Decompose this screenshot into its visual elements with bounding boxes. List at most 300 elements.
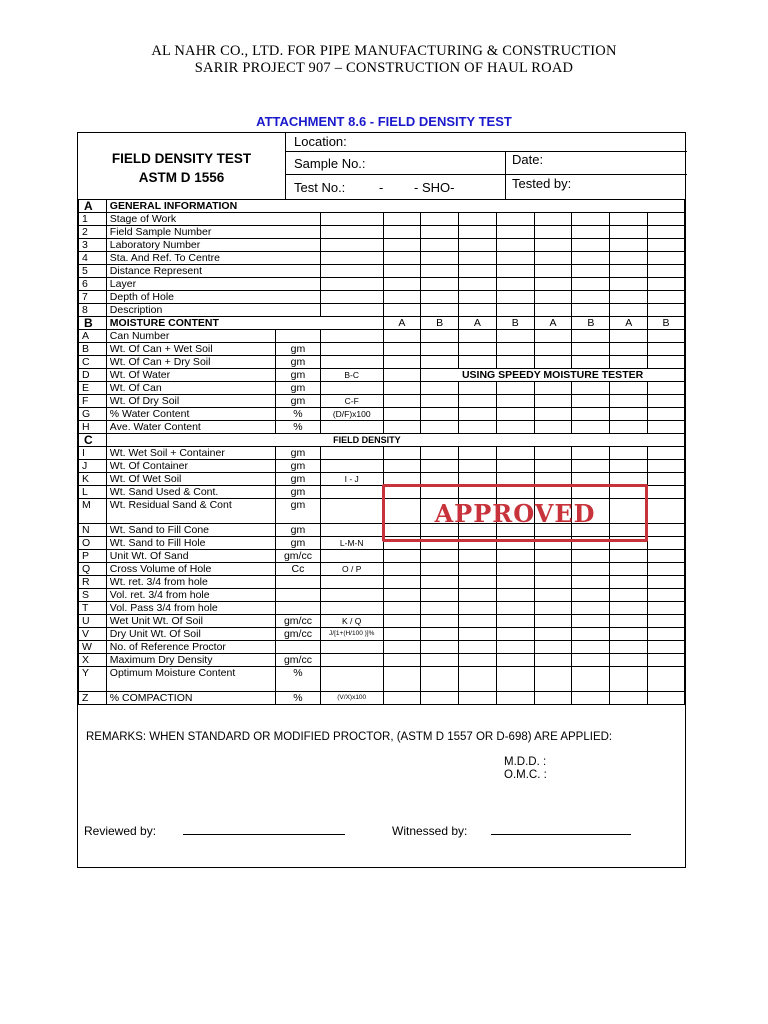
table-row	[79, 330, 685, 343]
value-cell[interactable]	[610, 252, 648, 265]
value-cell[interactable]	[572, 692, 610, 705]
value-cell[interactable]	[383, 382, 421, 395]
value-cell[interactable]	[458, 654, 496, 667]
value-cell[interactable]	[572, 641, 610, 654]
value-cell[interactable]	[610, 641, 648, 654]
value-cell[interactable]	[534, 239, 572, 252]
value-cell[interactable]	[648, 330, 685, 343]
value-cell[interactable]	[458, 265, 496, 278]
value-cell[interactable]	[572, 278, 610, 291]
value-cell[interactable]	[610, 213, 648, 226]
row-formula	[320, 602, 383, 615]
value-cell[interactable]	[648, 395, 685, 408]
value-cell[interactable]	[458, 615, 496, 628]
value-cell[interactable]	[572, 628, 610, 641]
value-cell[interactable]	[496, 576, 534, 589]
value-cell[interactable]	[534, 447, 572, 460]
value-cell[interactable]	[496, 252, 534, 265]
table-row	[79, 692, 685, 705]
value-cell[interactable]	[421, 278, 459, 291]
row-unit: gm	[276, 382, 321, 395]
value-cell[interactable]	[534, 278, 572, 291]
value-cell[interactable]	[648, 641, 685, 654]
value-cell[interactable]	[383, 641, 421, 654]
value-cell[interactable]	[610, 460, 648, 473]
row-id: 2	[79, 226, 107, 239]
value-cell[interactable]	[458, 304, 496, 317]
value-cell[interactable]	[572, 291, 610, 304]
row-unit: gm	[276, 447, 321, 460]
row-formula	[320, 641, 383, 654]
value-cell[interactable]	[383, 628, 421, 641]
value-cell[interactable]	[534, 304, 572, 317]
sample-no-label: Sample No.:	[294, 156, 366, 171]
value-cell[interactable]	[610, 667, 648, 692]
value-cell[interactable]	[421, 654, 459, 667]
value-cell[interactable]	[534, 265, 572, 278]
value-cell[interactable]	[648, 356, 685, 369]
value-cell[interactable]	[421, 641, 459, 654]
value-cell[interactable]	[572, 667, 610, 692]
row-label: Optimum Moisture Content	[106, 667, 275, 692]
value-cell[interactable]	[458, 226, 496, 239]
value-cell[interactable]	[383, 395, 421, 408]
value-cell[interactable]	[383, 265, 421, 278]
value-cell[interactable]	[534, 563, 572, 576]
value-cell[interactable]	[383, 692, 421, 705]
value-cell[interactable]	[496, 356, 534, 369]
value-cell[interactable]	[458, 252, 496, 265]
value-cell[interactable]	[458, 395, 496, 408]
row-unit: Cc	[276, 563, 321, 576]
row-id: F	[79, 395, 107, 408]
table-row	[79, 252, 685, 265]
value-cell[interactable]	[610, 304, 648, 317]
value-cell[interactable]	[610, 576, 648, 589]
value-cell[interactable]	[320, 304, 383, 317]
row-id: A	[79, 330, 107, 343]
value-cell[interactable]	[648, 343, 685, 356]
value-cell[interactable]	[496, 421, 534, 434]
row-id: 5	[79, 265, 107, 278]
value-cell[interactable]	[458, 563, 496, 576]
value-cell[interactable]	[610, 550, 648, 563]
value-cell[interactable]	[648, 408, 685, 421]
value-cell[interactable]	[572, 408, 610, 421]
value-cell[interactable]	[610, 563, 648, 576]
value-cell[interactable]	[496, 615, 534, 628]
row-label: Wt. Of Can	[106, 382, 275, 395]
value-cell[interactable]	[496, 226, 534, 239]
value-cell[interactable]	[648, 563, 685, 576]
value-cell[interactable]	[421, 291, 459, 304]
row-unit: %	[276, 667, 321, 692]
value-cell[interactable]	[421, 382, 459, 395]
value-cell[interactable]	[383, 343, 421, 356]
value-cell[interactable]	[534, 550, 572, 563]
value-cell[interactable]	[610, 265, 648, 278]
value-cell[interactable]	[610, 692, 648, 705]
value-cell[interactable]	[421, 460, 459, 473]
value-cell[interactable]	[572, 239, 610, 252]
location-label: Location:	[294, 134, 347, 149]
value-cell[interactable]	[534, 615, 572, 628]
value-cell[interactable]	[421, 628, 459, 641]
value-cell[interactable]	[648, 239, 685, 252]
value-cell[interactable]	[383, 356, 421, 369]
value-cell[interactable]	[648, 654, 685, 667]
table-row	[79, 291, 685, 304]
section-letter: B	[79, 317, 107, 330]
value-cell[interactable]	[421, 408, 459, 421]
value-cell[interactable]	[496, 602, 534, 615]
value-cell[interactable]	[421, 421, 459, 434]
value-cell[interactable]	[648, 589, 685, 602]
value-cell[interactable]	[496, 408, 534, 421]
value-cell[interactable]	[648, 692, 685, 705]
value-cell[interactable]	[383, 330, 421, 343]
approved-stamp	[382, 484, 648, 542]
value-cell[interactable]	[572, 589, 610, 602]
value-cell[interactable]	[610, 408, 648, 421]
value-cell[interactable]	[648, 265, 685, 278]
value-cell[interactable]	[496, 460, 534, 473]
value-cell[interactable]	[496, 382, 534, 395]
value-cell[interactable]	[458, 602, 496, 615]
row-label: Cross Volume of Hole	[106, 563, 275, 576]
value-cell[interactable]	[383, 550, 421, 563]
value-cell[interactable]	[458, 641, 496, 654]
value-cell[interactable]	[496, 589, 534, 602]
test-no-label: Test No.:	[294, 180, 346, 195]
value-cell[interactable]	[648, 382, 685, 395]
value-cell[interactable]	[320, 239, 383, 252]
value-cell[interactable]	[572, 226, 610, 239]
value-cell[interactable]	[383, 278, 421, 291]
value-cell[interactable]	[534, 641, 572, 654]
value-cell[interactable]	[383, 667, 421, 692]
value-cell[interactable]	[383, 576, 421, 589]
table-row	[79, 460, 685, 473]
value-cell[interactable]	[383, 304, 421, 317]
value-cell[interactable]	[458, 589, 496, 602]
value-cell[interactable]	[458, 692, 496, 705]
value-cell[interactable]	[421, 343, 459, 356]
value-cell[interactable]	[458, 330, 496, 343]
value-cell[interactable]	[648, 486, 685, 499]
value-cell[interactable]	[421, 304, 459, 317]
value-cell[interactable]	[421, 252, 459, 265]
row-label: Field Sample Number	[106, 226, 320, 239]
value-cell[interactable]	[383, 654, 421, 667]
value-cell[interactable]	[383, 602, 421, 615]
value-cell[interactable]	[421, 563, 459, 576]
value-cell[interactable]	[534, 226, 572, 239]
value-cell[interactable]	[610, 447, 648, 460]
value-cell[interactable]	[610, 382, 648, 395]
value-cell[interactable]	[648, 278, 685, 291]
value-cell[interactable]	[320, 252, 383, 265]
value-cell[interactable]	[458, 667, 496, 692]
value-cell[interactable]	[648, 537, 685, 550]
value-cell[interactable]	[610, 226, 648, 239]
spacer-row	[79, 705, 685, 707]
value-cell[interactable]	[496, 641, 534, 654]
value-cell[interactable]	[610, 239, 648, 252]
row-formula	[320, 499, 383, 524]
value-cell[interactable]	[648, 460, 685, 473]
value-cell[interactable]	[421, 226, 459, 239]
value-cell[interactable]	[421, 602, 459, 615]
value-cell[interactable]	[421, 447, 459, 460]
value-cell[interactable]	[496, 213, 534, 226]
value-cell[interactable]	[572, 615, 610, 628]
row-label: Vol. ret. 3/4 from hole	[106, 589, 275, 602]
value-cell[interactable]	[572, 382, 610, 395]
value-cell[interactable]	[610, 395, 648, 408]
value-cell[interactable]	[648, 447, 685, 460]
value-cell[interactable]	[383, 252, 421, 265]
value-cell[interactable]	[421, 395, 459, 408]
value-cell[interactable]	[610, 421, 648, 434]
value-cell[interactable]	[534, 291, 572, 304]
value-cell[interactable]	[648, 421, 685, 434]
value-cell[interactable]	[320, 213, 383, 226]
row-id: N	[79, 524, 107, 537]
value-cell[interactable]	[648, 602, 685, 615]
value-cell[interactable]	[534, 330, 572, 343]
section-b-header	[79, 317, 685, 330]
value-cell[interactable]	[421, 239, 459, 252]
value-cell[interactable]	[572, 421, 610, 434]
row-unit: gm/cc	[276, 654, 321, 667]
value-cell[interactable]	[648, 576, 685, 589]
value-cell[interactable]	[458, 421, 496, 434]
value-cell[interactable]	[421, 667, 459, 692]
value-cell[interactable]	[496, 304, 534, 317]
value-cell[interactable]	[458, 213, 496, 226]
row-unit: gm	[276, 499, 321, 524]
test-data-table	[78, 199, 685, 706]
value-cell[interactable]	[383, 563, 421, 576]
row-id: K	[79, 473, 107, 486]
value-cell[interactable]	[572, 265, 610, 278]
row-label: % COMPACTION	[106, 692, 275, 705]
value-cell[interactable]	[383, 421, 421, 434]
value-cell[interactable]	[534, 654, 572, 667]
row-unit	[276, 641, 321, 654]
value-cell[interactable]	[534, 213, 572, 226]
value-cell[interactable]	[496, 550, 534, 563]
value-cell[interactable]	[458, 408, 496, 421]
value-cell[interactable]	[496, 239, 534, 252]
value-cell[interactable]	[572, 330, 610, 343]
value-cell[interactable]	[496, 395, 534, 408]
row-label: Layer	[106, 278, 320, 291]
value-cell[interactable]	[572, 252, 610, 265]
value-cell[interactable]	[534, 356, 572, 369]
value-cell[interactable]	[610, 654, 648, 667]
value-cell[interactable]	[572, 576, 610, 589]
value-cell[interactable]	[610, 615, 648, 628]
value-cell[interactable]	[421, 576, 459, 589]
value-cell[interactable]	[572, 343, 610, 356]
value-cell[interactable]	[458, 382, 496, 395]
value-cell[interactable]	[648, 213, 685, 226]
value-cell[interactable]	[383, 369, 421, 382]
reviewed-by	[84, 824, 345, 838]
attachment-title: ATTACHMENT 8.6 - FIELD DENSITY TEST	[256, 114, 512, 129]
reviewed-by-line[interactable]	[183, 833, 345, 835]
row-label: Sta. And Ref. To Centre	[106, 252, 320, 265]
value-cell[interactable]	[534, 692, 572, 705]
row-unit: gm	[276, 486, 321, 499]
omc-label: O.M.C. :	[504, 769, 547, 781]
value-cell[interactable]	[496, 692, 534, 705]
value-cell[interactable]	[572, 460, 610, 473]
row-id: P	[79, 550, 107, 563]
value-cell[interactable]	[458, 460, 496, 473]
value-cell[interactable]	[421, 692, 459, 705]
value-cell[interactable]	[383, 615, 421, 628]
row-formula: K / Q	[320, 615, 383, 628]
table-row	[79, 667, 685, 692]
value-cell[interactable]	[572, 447, 610, 460]
row-label: Wt. Sand to Fill Cone	[106, 524, 275, 537]
value-cell[interactable]	[610, 330, 648, 343]
value-cell[interactable]	[458, 628, 496, 641]
value-cell[interactable]	[496, 667, 534, 692]
value-cell[interactable]	[383, 460, 421, 473]
value-cell[interactable]	[534, 628, 572, 641]
value-cell[interactable]	[458, 278, 496, 291]
value-cell[interactable]	[458, 356, 496, 369]
value-cell[interactable]	[648, 499, 685, 524]
value-cell[interactable]	[421, 550, 459, 563]
row-formula	[320, 524, 383, 537]
value-cell[interactable]	[534, 667, 572, 692]
value-cell[interactable]	[496, 343, 534, 356]
value-cell[interactable]	[458, 291, 496, 304]
value-cell[interactable]	[496, 278, 534, 291]
value-cell[interactable]	[610, 589, 648, 602]
value-cell[interactable]	[458, 576, 496, 589]
value-cell[interactable]	[610, 278, 648, 291]
value-cell[interactable]	[421, 213, 459, 226]
value-cell[interactable]	[648, 291, 685, 304]
row-id: B	[79, 343, 107, 356]
value-cell[interactable]	[383, 589, 421, 602]
table-row	[79, 382, 685, 395]
value-cell[interactable]	[648, 226, 685, 239]
value-cell[interactable]	[496, 628, 534, 641]
row-label: Wt. Sand Used & Cont.	[106, 486, 275, 499]
value-cell[interactable]	[320, 291, 383, 304]
value-cell[interactable]	[320, 226, 383, 239]
value-cell[interactable]	[534, 252, 572, 265]
value-cell[interactable]	[610, 291, 648, 304]
value-cell[interactable]	[496, 654, 534, 667]
value-cell[interactable]	[534, 589, 572, 602]
value-cell[interactable]	[534, 576, 572, 589]
value-cell[interactable]	[320, 265, 383, 278]
value-cell[interactable]	[421, 265, 459, 278]
row-formula: (D/F)x100	[320, 408, 383, 421]
value-cell[interactable]	[610, 343, 648, 356]
value-cell[interactable]	[383, 408, 421, 421]
value-cell[interactable]	[458, 343, 496, 356]
value-cell[interactable]	[534, 602, 572, 615]
value-cell[interactable]	[383, 291, 421, 304]
value-cell[interactable]	[496, 291, 534, 304]
value-cell[interactable]	[648, 252, 685, 265]
value-cell[interactable]	[421, 615, 459, 628]
value-cell[interactable]	[534, 395, 572, 408]
value-cell[interactable]	[496, 265, 534, 278]
value-cell[interactable]	[572, 654, 610, 667]
value-cell[interactable]	[572, 213, 610, 226]
table-row	[79, 356, 685, 369]
value-cell[interactable]	[648, 615, 685, 628]
value-cell[interactable]	[572, 563, 610, 576]
value-cell[interactable]	[534, 421, 572, 434]
value-cell[interactable]	[421, 356, 459, 369]
value-cell[interactable]	[496, 563, 534, 576]
divider	[505, 151, 506, 199]
witnessed-by-line[interactable]	[491, 833, 631, 835]
value-cell[interactable]	[421, 330, 459, 343]
value-cell[interactable]	[610, 628, 648, 641]
value-cell[interactable]	[458, 550, 496, 563]
value-cell[interactable]	[421, 589, 459, 602]
value-cell[interactable]	[496, 330, 534, 343]
value-cell[interactable]	[383, 239, 421, 252]
value-cell[interactable]	[383, 226, 421, 239]
value-cell[interactable]	[610, 356, 648, 369]
value-cell[interactable]	[648, 667, 685, 692]
value-cell[interactable]	[648, 473, 685, 486]
value-cell[interactable]	[383, 447, 421, 460]
value-cell[interactable]	[320, 278, 383, 291]
value-cell[interactable]	[458, 239, 496, 252]
value-cell[interactable]	[572, 395, 610, 408]
value-cell[interactable]	[534, 408, 572, 421]
value-cell[interactable]	[534, 343, 572, 356]
value-cell[interactable]	[648, 524, 685, 537]
value-cell[interactable]	[383, 213, 421, 226]
value-cell[interactable]	[534, 382, 572, 395]
value-cell[interactable]	[648, 304, 685, 317]
value-cell[interactable]	[648, 628, 685, 641]
row-label: Wt. Of Wet Soil	[106, 473, 275, 486]
value-cell[interactable]	[572, 356, 610, 369]
row-formula	[320, 486, 383, 499]
table-row	[79, 226, 685, 239]
value-cell[interactable]	[572, 304, 610, 317]
row-formula	[320, 576, 383, 589]
value-cell[interactable]	[458, 447, 496, 460]
value-cell[interactable]	[534, 460, 572, 473]
value-cell[interactable]	[610, 602, 648, 615]
value-cell[interactable]	[572, 550, 610, 563]
value-cell[interactable]	[496, 447, 534, 460]
row-formula	[320, 356, 383, 369]
row-id: 8	[79, 304, 107, 317]
value-cell[interactable]	[572, 602, 610, 615]
section-letter: C	[79, 434, 107, 447]
row-label: Wt. Of Container	[106, 460, 275, 473]
value-cell[interactable]	[648, 550, 685, 563]
